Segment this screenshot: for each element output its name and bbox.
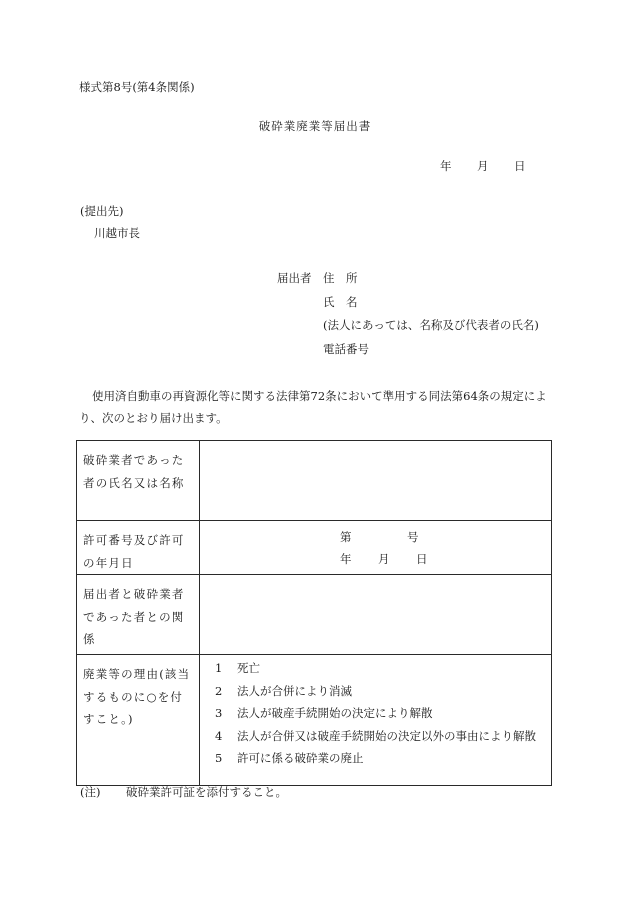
permit-date-line — [340, 554, 454, 566]
table-row — [77, 575, 552, 655]
body-paragraph: 使用済自動車の再資源化等に関する法律第72条において準用する同法第64条の規定により、次のとおり届け出ます。 — [79, 389, 547, 425]
table-row — [77, 521, 552, 575]
recipient-name: 川越市長 — [94, 226, 140, 240]
table-row — [77, 441, 552, 521]
applicant-name-note: (法人にあっては、名称及び代表者の氏名) — [323, 318, 539, 332]
date-day-label: 日 — [514, 159, 526, 173]
date-line — [440, 161, 526, 173]
permit-date-month: 月 — [378, 552, 390, 566]
footnote-text: 破砕業許可証を添付すること。 — [126, 785, 287, 799]
closure-reason-field[interactable] — [200, 655, 552, 786]
applicant-address-row — [277, 273, 539, 297]
date-year-label: 年 — [440, 159, 452, 173]
reason-item-2[interactable]: 2 法人が合併により消滅 — [215, 683, 352, 698]
applicant-phone-row — [277, 341, 539, 368]
reason-item-3[interactable]: 3 法人が破産手続開始の決定により解散 — [215, 706, 433, 720]
table-row — [77, 655, 552, 786]
reason-item-1[interactable]: 1 死亡 — [215, 661, 260, 675]
applicant-name-row — [277, 294, 539, 321]
permit-number-line — [340, 532, 419, 544]
permit-info-field[interactable] — [200, 521, 552, 575]
reason-list — [200, 655, 551, 776]
form-number-label: 様式第8号(第4条関係) — [79, 80, 195, 94]
permit-date-day: 日 — [416, 552, 428, 566]
permit-number-suffix: 号 — [407, 530, 419, 544]
relationship-field[interactable] — [200, 575, 552, 655]
applicant-address-label: 住 所 — [323, 271, 358, 285]
reason-item-5[interactable]: 5 許可に係る破砕業の廃止 — [215, 751, 364, 765]
closure-reason-label: 廃業等の理由(該当するものに○を付すこと。) — [77, 655, 200, 786]
applicant-phone-label: 電話番号 — [323, 341, 369, 356]
applicant-block — [277, 273, 539, 367]
permit-info-label: 許可番号及び許可の年月日 — [77, 521, 200, 575]
permit-date-year: 年 — [340, 552, 352, 566]
applicant-name-label: 氏 名 — [323, 294, 358, 309]
reason-item-4[interactable]: 4 法人が合併又は破産手続開始の決定以外の事由により解散 — [215, 728, 536, 743]
recipient-label: (提出先) — [80, 204, 124, 218]
footnote-label: (注) — [80, 785, 101, 799]
footnote — [80, 787, 287, 799]
applicant-heading: 届出者 — [277, 271, 312, 285]
former-operator-name-label: 破砕業者であった者の氏名又は名称 — [77, 441, 200, 521]
document-title: 破砕業廃業等届出書 — [258, 119, 372, 133]
applicant-name-note-row — [277, 320, 539, 344]
date-month-label: 月 — [477, 159, 489, 173]
former-operator-name-field[interactable] — [200, 441, 552, 521]
permit-number-prefix: 第 — [340, 530, 352, 544]
relationship-label: 届出者と破砕業者であった者との関係 — [77, 575, 200, 655]
form-table — [76, 440, 552, 786]
